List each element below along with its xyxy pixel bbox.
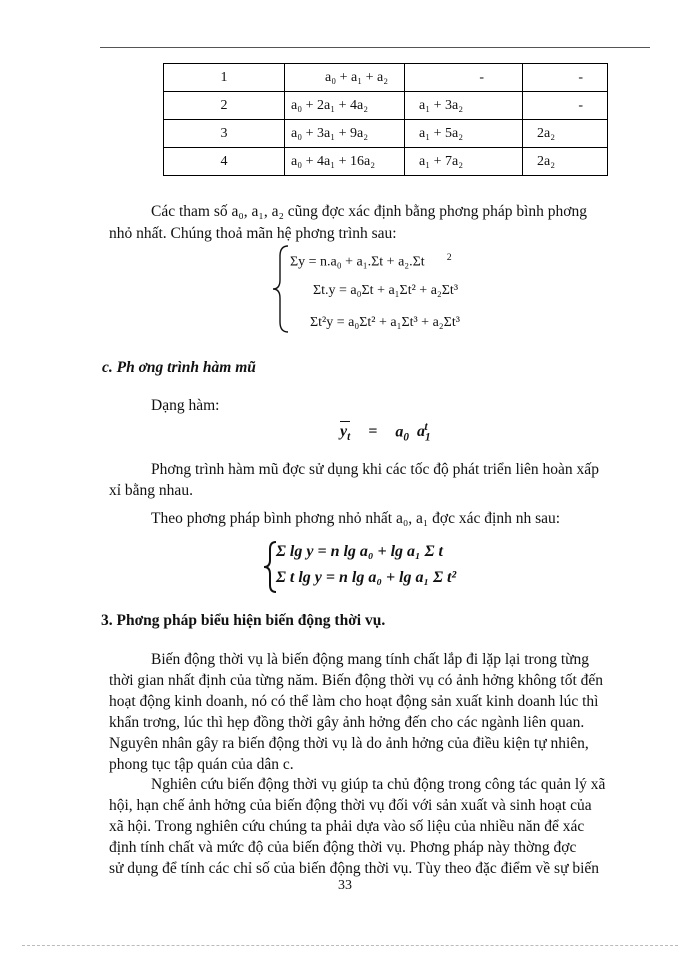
paragraph-line: Dạng hàm: (151, 397, 220, 414)
table-cell-diff1: - (479, 69, 484, 85)
table-cell-diff1: a₁ + 5a₂ (419, 125, 464, 141)
table-cell-diff1: a₁ + 3a₂ (419, 97, 464, 113)
paragraph-line: Nghiên cứu biến động thời vụ giúp ta chủ động trong công tác quản lý xã (151, 776, 606, 793)
paragraph-line: hội, hạn chế ảnh hởng của biến động thời vụ đối với sản xuất và sinh hoạt của (109, 797, 592, 814)
section-heading: c. Ph ơng trình hàm mũ (102, 359, 256, 376)
table-row (164, 120, 608, 148)
exponential-formula: $y_t = a_0$ $a_1^t$ (340, 421, 431, 444)
equation: Σ t lg y = n lg a₀ + lg a₁ Σ t² (276, 569, 457, 586)
table-cell-diff1: a₁ + 7a₂ (419, 153, 464, 169)
table-row (164, 64, 608, 92)
table-cell-diff2: 2a₂ (537, 125, 556, 141)
table-cell-n: 4 (164, 148, 285, 176)
paragraph-line: sử dụng để tính các chỉ số của biến động thời vụ. Tùy theo đặc điểm về sự biến (109, 860, 600, 877)
paragraph-line: xỉ bằng nhau. (109, 482, 193, 499)
table-cell-level: a₀ + a₁ + a₂ (325, 69, 389, 85)
paragraph-line: Các tham số a₀, a₁, a₂ cũng đợc xác định bằng phơng pháp bình phơng (151, 203, 587, 220)
table-cell-level: a₀ + 4a₁ + 16a₂ (291, 153, 376, 169)
equation: Σt.y = a₀Σt + a₁Σt² + a₂Σt³ (313, 283, 459, 298)
equation: Σt²y = a₀Σt² + a₁Σt³ + a₂Σt³ (310, 315, 460, 330)
paragraph-line: phong tục tập quán của dân c. (109, 756, 294, 773)
paragraph-line: Nguyên nhân gây ra biến động thời vụ là do ảnh hởng của điều kiện tự nhiên, (109, 735, 589, 752)
table-cell-level: a₀ + 3a₁ + 9a₂ (291, 125, 369, 141)
header-rule (100, 47, 650, 48)
table-cell-n: 1 (164, 64, 285, 92)
paragraph-line: Theo phơng pháp bình phơng nhỏ nhất a₀, a₁ đợc xác định nh sau: (151, 510, 561, 527)
table-cell-level: a₀ + 2a₁ + 4a₂ (291, 97, 369, 113)
footer-rule (22, 945, 678, 946)
paragraph-line: định tính chất và mức độ của biến động thời vụ. Phơng pháp này thờng đợc (109, 839, 577, 856)
table-row (164, 92, 608, 120)
page-number: 33 (338, 878, 352, 893)
equation: Σy = n.a₀ + a₁.Σt + a₂.Σt $^2$ (290, 252, 452, 270)
paragraph-line: thời gian nhất định của từng năm. Biến động thời vụ có ảnh hởng không tốt đến (109, 672, 604, 689)
table-cell-diff2: - (578, 69, 583, 85)
left-brace (270, 244, 292, 334)
section-heading: 3. Phơng pháp biểu hiện biến động thời vụ. (101, 612, 386, 629)
table-cell-n: 3 (164, 120, 285, 148)
paragraph-line: nhỏ nhất. Chúng thoả mãn hệ phơng trình sau: (109, 225, 397, 242)
paragraph-line: khẩn trơng, lúc thì hẹp đồng thời gây ảnh hởng đến cho các ngành liên quan. (109, 714, 585, 731)
table-row (164, 148, 608, 176)
table-cell-n: 2 (164, 92, 285, 120)
paragraph-line: Biến động thời vụ là biến động mang tính chất lắp đi lặp lại trong từng (151, 651, 590, 668)
paragraph-line: hoạt động kinh doanh, nó có thể làm cho hoạt động sản xuất kinh doanh lúc thì (109, 693, 599, 710)
equation: Σ lg y = n lg a₀ + lg a₁ Σ t (276, 543, 443, 560)
table-cell-diff2: - (578, 97, 583, 113)
paragraph-line: Phơng trình hàm mũ đợc sử dụng khi các tốc độ phát triển liên hoàn xấp (151, 461, 599, 478)
difference-table (163, 63, 608, 176)
paragraph-line: xã hội. Trong nghiên cứu chúng ta phải dựa vào số liệu của nhiều năn để xác (109, 818, 585, 835)
table-cell-diff2: 2a₂ (537, 153, 556, 169)
